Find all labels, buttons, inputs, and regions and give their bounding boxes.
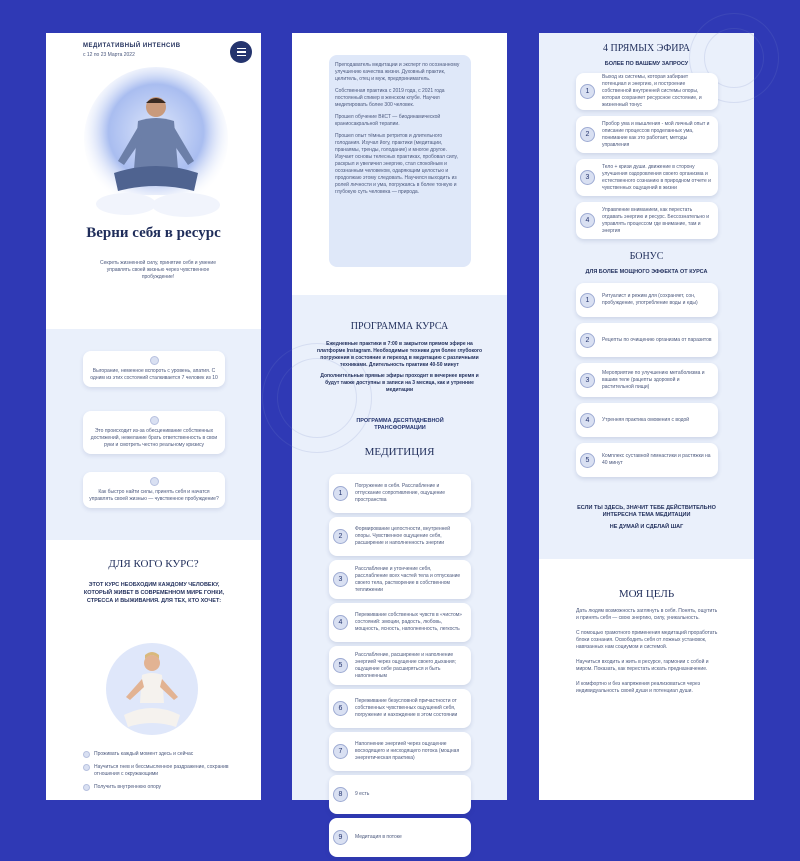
step-card: 4 Утренняя практика омовения с водой	[576, 403, 718, 437]
hero-section	[46, 33, 261, 329]
step-number: 4	[333, 615, 348, 630]
meditating-man-image	[66, 69, 246, 234]
step-card: 3 Расслабление и утончение себя, расслабление всех частей тела и отпускание своего тела, растворение в собственном теплижении	[329, 560, 471, 599]
step-number: 4	[580, 213, 595, 228]
live-streams-list	[576, 73, 718, 245]
step-number: 3	[333, 572, 348, 587]
list-item: Получить внутреннюю опору	[83, 784, 233, 791]
step-number: 9	[333, 830, 348, 845]
program-title: ПРОГРАММА КУРСА	[350, 321, 449, 332]
brand-dates: с 12 по 23 Марта 2022	[83, 52, 135, 58]
step-card: 5 Комплекс суставной гимнастики и растяжки на 40 минут	[576, 443, 718, 477]
live-streams-subtitle: БОЛЕЕ ПО ВАШЕМУ ЗАПРОСУ	[604, 61, 689, 67]
live-streams-title: 4 ПРЯМЫХ ЭФИРА	[603, 43, 690, 54]
program-description: Ежедневные практики в 7:00 в закрытом прямом эфире на платформе Instagram. Необходимые техники для более глубокого погружения в состояние и переход в медитацию с различными техниками. Длительность практики 40-50 минут Дополнительные прямые эфиры проходит в вечернее время и будут также доступны в записи на 3 месяца, как и утренние медитации	[316, 341, 483, 393]
step-card: 6 Переживание безусловной причастности от собственных чувственных ощущений себя, погружение и нахождение в этом состоянии	[329, 689, 471, 728]
info-card-text: Это происходит из-за обесценивание собственных достижений, нежелание брать ответственность в свои руки и смотреть честно реальному кризису	[90, 428, 218, 448]
step-card: 8 9 есть	[329, 775, 471, 814]
bullet-icon	[150, 356, 159, 365]
bio-paragraph: Прошел опыт тёмных ретритов и длительного голодания. Изучал йогу, практики (медитации, пранаямы, тренды, голодание) и многое другое. Изучает основы телесных практиках, пробовал силу, раскрыл и увеличил энергию, стал спокойным и осознанным человеком, одаряющим целостью и продолжаю этому следовать. Научился выходить из ролей личности и ума, погружаясь в более тонкую и глубокую суть человека — природа.	[335, 133, 458, 195]
bullet-icon	[83, 751, 90, 758]
bio-paragraph: Собственная практика с 2019 года, с 2021 года постоянный спикер в женском клубе. Научил медитировать более 300 человек.	[335, 88, 445, 108]
mobile-screen-1	[46, 33, 261, 800]
info-card	[83, 472, 225, 508]
meditation-title: МЕДИТИЦИЯ	[364, 446, 435, 458]
hero-subtitle: Секреть жизненной силу, принятие себя и умение управлять своей жизнью через чувственное пробуждение!	[100, 260, 216, 280]
step-number: 7	[333, 744, 348, 759]
info-card-text: Как быстро найти силы, принять себя и начатся управлять своей жизнью — чувственное пробуждение?	[89, 489, 219, 502]
meditation-steps	[329, 474, 471, 861]
list-item: Научиться гнев и бессмысленное раздражение, сохранив отношения с окружающими	[83, 764, 233, 778]
who-list	[83, 751, 233, 797]
bullet-icon	[150, 477, 159, 486]
bio-paragraph: Преподаватель медитации и эксперт по осознанному улучшению качества жизни. Духовный практик, целитель, отец и муж, предприниматель.	[335, 62, 460, 82]
step-number: 4	[580, 413, 595, 428]
step-number: 5	[580, 453, 595, 468]
who-section-title: ДЛЯ КОГО КУРС?	[108, 558, 199, 570]
menu-icon	[237, 48, 246, 49]
hero-title: Верни себя в ресурс	[86, 225, 221, 241]
mobile-screen-2	[292, 33, 507, 841]
goal-text: Дать людям возможность заглянуть в себя. Понять, ощутить и принять себя — свою энергию, силу, уникальность. С помощью грамотного применения медитаций проработать блоки сознания. Освободить себя от ложных установок, навязанных нам социумом и системой. Научиться входить и жить в ресурсе, гармонии с собой и миром. Показать, как перестать искать предназначение. И комфортно и без напряжения реализоваться через индивидуальность своей души и потенциал души.	[576, 608, 718, 694]
step-card: 9 Медитация в потоке	[329, 818, 471, 857]
info-card-text: Выгорание, неменное вспороть с уровень, апатия. С одним из этих состояний сталкивается 7 человек из 10	[90, 368, 218, 381]
who-section-subtitle: ЭТОТ КУРС НЕОБХОДИМ КАЖДОМУ ЧЕЛОВЕКУ, КОТОРЫЙ ЖИВЕТ В СОВРЕМЕННОМ МИРЕ ГОНКИ, СТРЕССА И ВЫЖИВАНИЯ. ДЛЯ ТЕХ, КТО ХОЧЕТ:	[83, 582, 225, 604]
bonus-title: БОНУС	[629, 251, 664, 262]
step-card: 4 Переживание собственных чувств в «чистом» состояний: эмоции, радость, любовь, мощность, ясность, наполненность, легкость	[329, 603, 471, 642]
meditating-woman-image	[102, 631, 202, 749]
step-number: 1	[580, 293, 595, 308]
step-card: 4 Управление вниманием, как перестать отдавать энергию и ресурс. Бессознательно и управлять процессом где внимание, там и энергия	[576, 202, 718, 239]
step-number: 6	[333, 701, 348, 716]
problem-cards-section	[46, 329, 261, 540]
step-card: 1 Выход из системы, которая забирает потенциал и энергию, и построение собственной внутренней системы опоры, которая сохраняет ресурсное состояние, и жизненный тонус	[576, 73, 718, 110]
step-number: 3	[580, 170, 595, 185]
program-subtitle: ПРОГРАММА ДЕСЯТИДНЕВНОЙ ТРАНСФОРМАЦИИ	[356, 418, 444, 431]
step-card: 3 Мероприятие по улучшению метаболизма и вашим теле (рацепты здоровой и растительной пищи)	[576, 363, 718, 397]
bio-paragraph: Прошел обучение ВКСТ — биодинамической краниосакральной терапии.	[335, 114, 441, 127]
step-card: 1 Ритуалист и режим для (сохраняет, сон, пробуждение, употребление воды и еды)	[576, 283, 718, 317]
step-number: 2	[333, 529, 348, 544]
step-card: 2 Формирование целостности, внутренней опоры. Чувственное ощущение себя, расширение и наполненность энергии	[329, 517, 471, 556]
bullet-icon	[83, 784, 90, 791]
step-card: 7 Наполнение энергией через ощущение восходящего и нисходящего потока (мощная энергетическая практика)	[329, 732, 471, 771]
bonus-list	[576, 283, 718, 483]
step-number: 3	[580, 373, 595, 388]
author-bio-card	[329, 55, 471, 267]
step-number: 2	[580, 127, 595, 142]
bullet-icon	[83, 764, 90, 771]
step-card: 1 Погружение в себя. Расслабление и отпускание сопротивление, ощущение пространства	[329, 474, 471, 513]
mobile-screen-3	[539, 33, 754, 800]
list-item: Проживать каждый момент здесь и сейчас	[83, 751, 233, 758]
brand-title: МЕДИТАТИВНЫЙ ИНТЕНСИВ	[83, 43, 181, 49]
call-to-action: ЕСЛИ ТЫ ЗДЕСЬ, ЗНАЧИТ ТЕБЕ ДЕЙСТВИТЕЛЬНО ИНТЕРЕСНА ТЕМА МЕДИТАЦИИ НЕ ДУМАЙ И СДЕЛАЙ ШАГ	[577, 505, 716, 530]
step-number: 5	[333, 658, 348, 673]
step-number: 2	[580, 333, 595, 348]
step-card: 2 Рецепты по очищению организма от паразитов	[576, 323, 718, 357]
bullet-icon	[150, 416, 159, 425]
info-card	[83, 411, 225, 454]
step-card: 3 Тело + кризи души. движение в сторону улучшения оздоровления своего организма и естественного сознанию в природном отчете и чувственных ощущений в жизни	[576, 159, 718, 196]
step-card: 5 Расслабление, расширение и наполнение энергией через ощущение своего дыхания; ощущение себе расширяться и быть наполненным	[329, 646, 471, 685]
bonus-subtitle: ДЛЯ БОЛЕЕ МОЩНОГО ЭФФЕКТА ОТ КУРСА	[585, 269, 708, 275]
step-number: 1	[333, 486, 348, 501]
step-card: 2 Пробор ума и мышления - мой личный опыт и описание процессов проделанных ума, понимание как это работает, методы управления	[576, 116, 718, 153]
step-number: 1	[580, 84, 595, 99]
goal-title: МОЯ ЦЕЛЬ	[618, 588, 675, 600]
hamburger-menu-button[interactable]	[230, 41, 252, 63]
info-card	[83, 351, 225, 387]
step-number: 8	[333, 787, 348, 802]
